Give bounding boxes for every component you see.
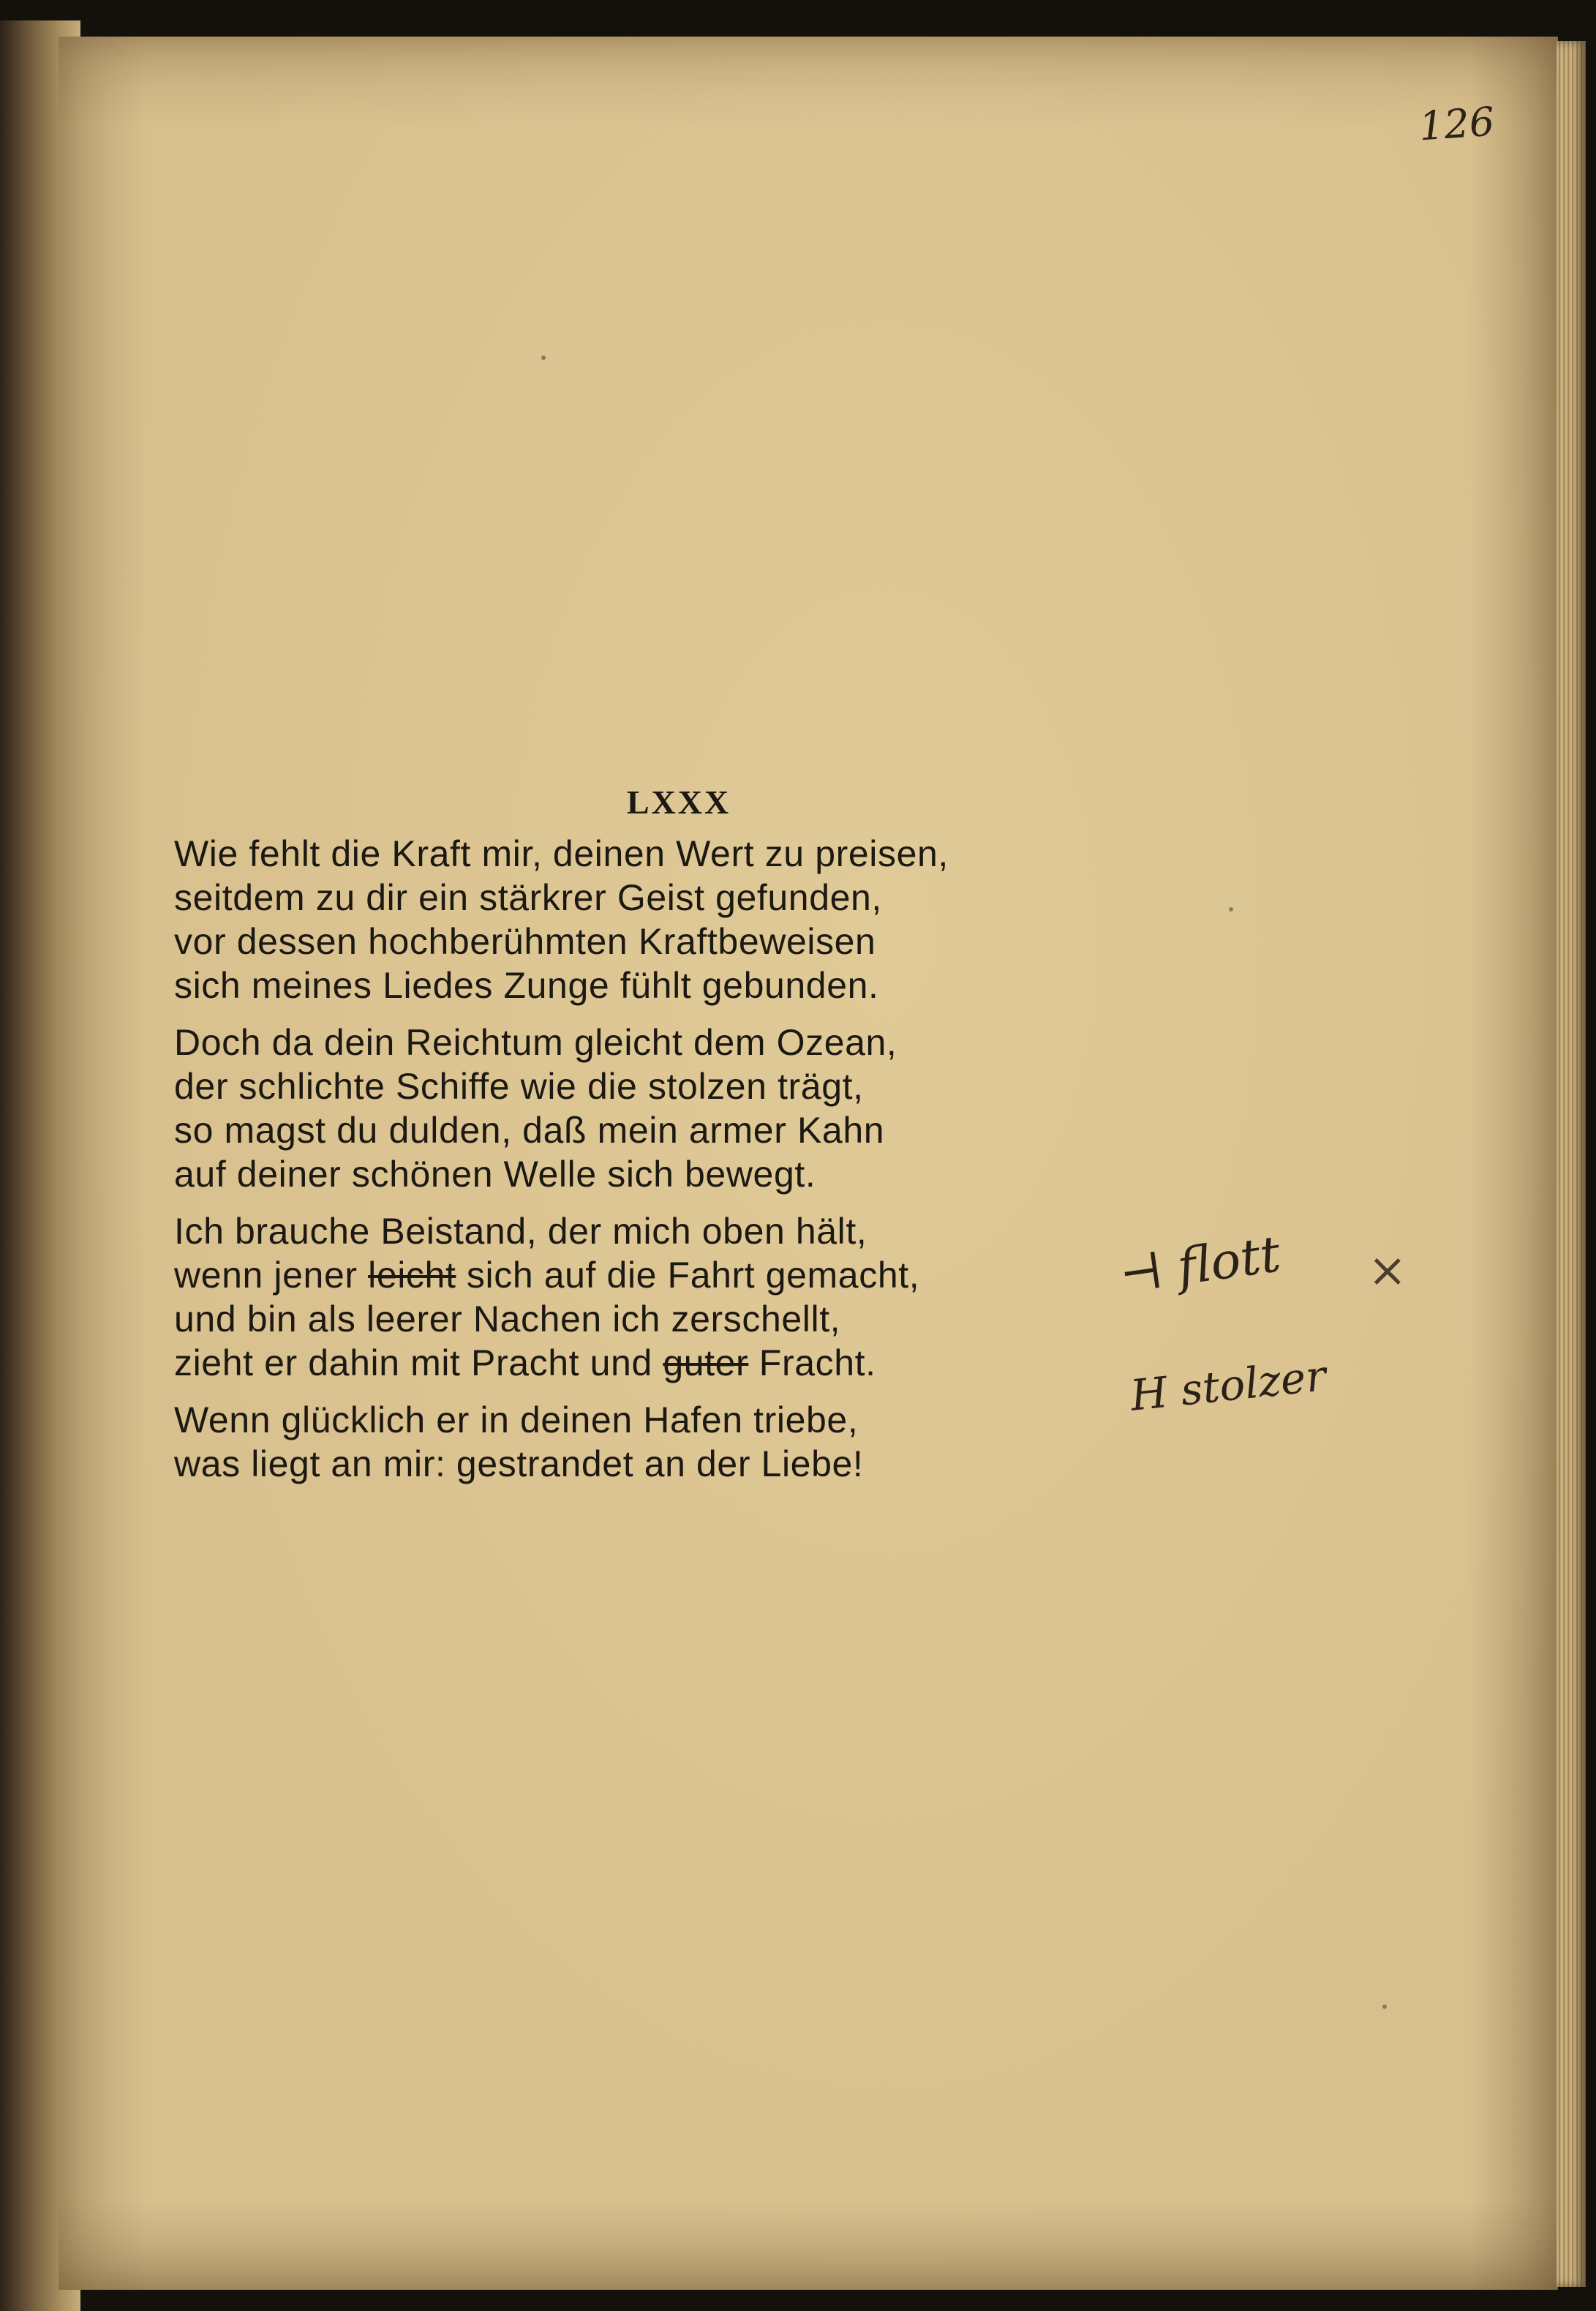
paper-speck <box>541 356 546 360</box>
stanza-2 <box>174 1021 1198 1196</box>
page-number: 126 <box>1417 98 1497 150</box>
line-text: sich auf die Fahrt gemacht, <box>456 1255 920 1296</box>
paper-speck <box>1382 2004 1387 2009</box>
line-text: Fracht. <box>748 1342 876 1383</box>
page-edge <box>1557 41 1586 2287</box>
handwritten-mark: × <box>1368 1244 1407 1298</box>
poem-line: vor dessen hochberühmten Kraftbeweisen <box>174 921 876 962</box>
poem-line: sich meines Liedes Zunge fühlt gebunden. <box>174 965 879 1006</box>
poem-line: Wie fehlt die Kraft mir, deinen Wert zu preisen, <box>174 833 949 874</box>
stanza-3 <box>174 1209 1198 1385</box>
paper-speck <box>1229 907 1233 912</box>
handwritten-note: ⊣ flott <box>1115 1225 1284 1305</box>
poem-line: Doch da dein Reichtum gleicht dem Ozean, <box>174 1022 897 1063</box>
line-text: zieht er dahin mit Pracht und <box>174 1342 663 1383</box>
stanza-1 <box>174 832 1198 1007</box>
poem-line: so magst du dulden, daß mein armer Kahn <box>174 1110 885 1151</box>
line-text: wenn jener <box>174 1255 369 1296</box>
poem-line-corrected <box>174 1341 1198 1385</box>
poem-title: LXXX <box>626 784 731 821</box>
poem <box>174 783 1198 1499</box>
struck-word: leicht <box>368 1255 456 1296</box>
poem-line: auf deiner schönen Welle sich bewegt. <box>174 1154 816 1195</box>
poem-line: seitdem zu dir ein stärkrer Geist gefunden, <box>174 877 882 918</box>
poem-line: Wenn glücklich er in deinen Hafen triebe, <box>174 1399 859 1440</box>
poem-line: was liegt an mir: gestrandet an der Liebe! <box>174 1443 864 1484</box>
stanza-4 <box>174 1398 1198 1486</box>
handwritten-note: H stolzer <box>1128 1350 1328 1421</box>
poem-line: der schlichte Schiffe wie die stolzen trägt, <box>174 1066 864 1107</box>
poem-line: und bin als leerer Nachen ich zerschellt, <box>174 1299 841 1339</box>
poem-line: Ich brauche Beistand, der mich oben hält, <box>174 1211 867 1252</box>
struck-word: guter <box>663 1342 749 1383</box>
poem-line-corrected <box>174 1253 1198 1297</box>
